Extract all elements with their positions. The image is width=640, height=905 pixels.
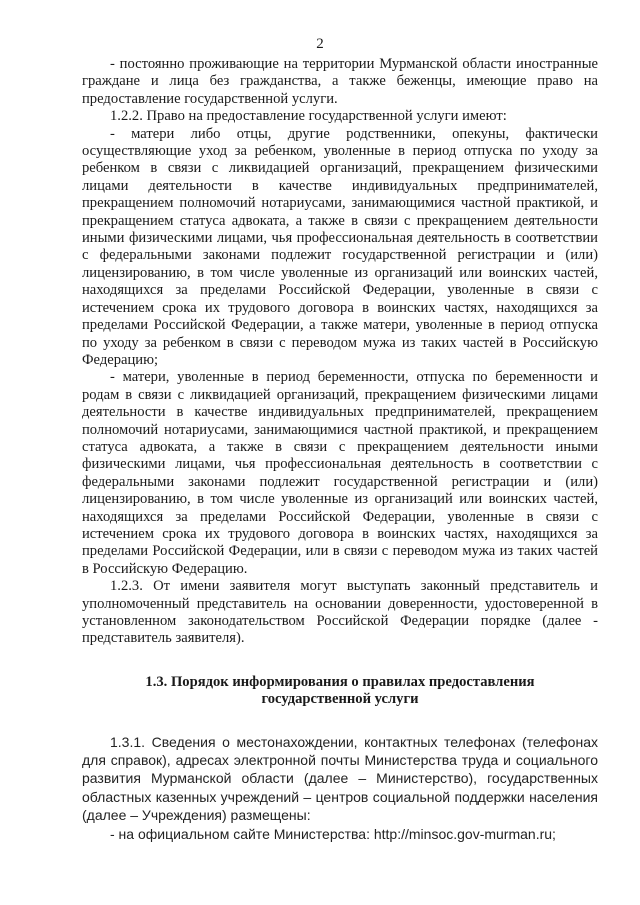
section-heading-1-3 bbox=[82, 674, 598, 709]
paragraph-parents-dismissed: - матери либо отцы, другие родственники, опекуны, фактически осуществляющие уход за ребенком, уволенные в период отпуска по уходу за ребенком в связи с ликвидацией организаций, прекращением физическими лицами деятельности в качестве индивидуальных предпринимателей, прекращением полномочий нотариусами, занимающимися частной практикой, и прекращением статуса адвоката, а также в связи с прекращением деятельности иными физическими лицами, чья профессиональная деятельность в соответствии с федеральными законами подлежит государственной регистрации и (или) лицензированию, в том числе уволенные из организаций или воинских частей, находящихся за пределами Российской Федерации, уволенные в связи с истечением срока их трудового договора в воинских частях, находящихся за пределами Российской Федерации, а также матери, уволенные в период отпуска по уходу за ребенком в связи с переводом мужа из таких частей в Российскую Федерацию; bbox=[82, 125, 598, 368]
paragraph-1-3-1: 1.3.1. Сведения о местонахождении, контактных телефонах (телефонах для справок), адресах электронной почты Министерства труда и социального развития Мурманской области (далее – Министерство), государственных областных казенных учреждений – центров социальной поддержки населения (далее – Учреждения) размещены: bbox=[82, 733, 598, 824]
paragraph-website: - на официальном сайте Министерства: http://minsoc.gov-murman.ru; bbox=[110, 825, 556, 842]
paragraph-1-2-2: 1.2.2. Право на предоставление государственной услуги имеют: bbox=[110, 108, 507, 125]
paragraph-1-2-3: 1.2.3. От имени заявителя могут выступать законный представитель и уполномоченный представитель на основании доверенности, удостоверенной в установленном законодательством Российской Федерации порядке (далее - представитель заявителя). bbox=[82, 578, 598, 647]
page-number: 2 bbox=[316, 36, 324, 52]
section-heading-line-2: государственной услуги bbox=[261, 691, 419, 708]
paragraph-mothers-dismissed: - матери, уволенные в период беременности, отпуска по беременности и родам в связи с ликвидацией организаций, прекращением физическими лицами деятельности в качестве индивидуальных предпринимателей, прекращением полномочий нотариусами, занимающимися частной практикой, и прекращением статуса адвоката, а также в связи с прекращением деятельности иными физическими лицами, чья профессиональная деятельность в соответствии с федеральными законами подлежит государственной регистрации и (или) лицензированию, в том числе уволенные из организаций или воинских частей, находящихся за пределами Российской Федерации, уволенные в связи с истечением срока их трудового договора в воинских частях, находящихся за пределами Российской Федерации, или в связи с переводом мужа из таких частей в Российскую Федерацию. bbox=[82, 369, 598, 577]
section-heading-line-1: 1.3. Порядок информирования о правилах предоставления bbox=[145, 673, 535, 690]
paragraph-foreign-citizens: - постоянно проживающие на территории Мурманской области иностранные граждане и лица без гражданства, а также беженцы, имеющие право на предоставление государственной услуги. bbox=[82, 56, 598, 107]
document-body bbox=[82, 56, 598, 843]
